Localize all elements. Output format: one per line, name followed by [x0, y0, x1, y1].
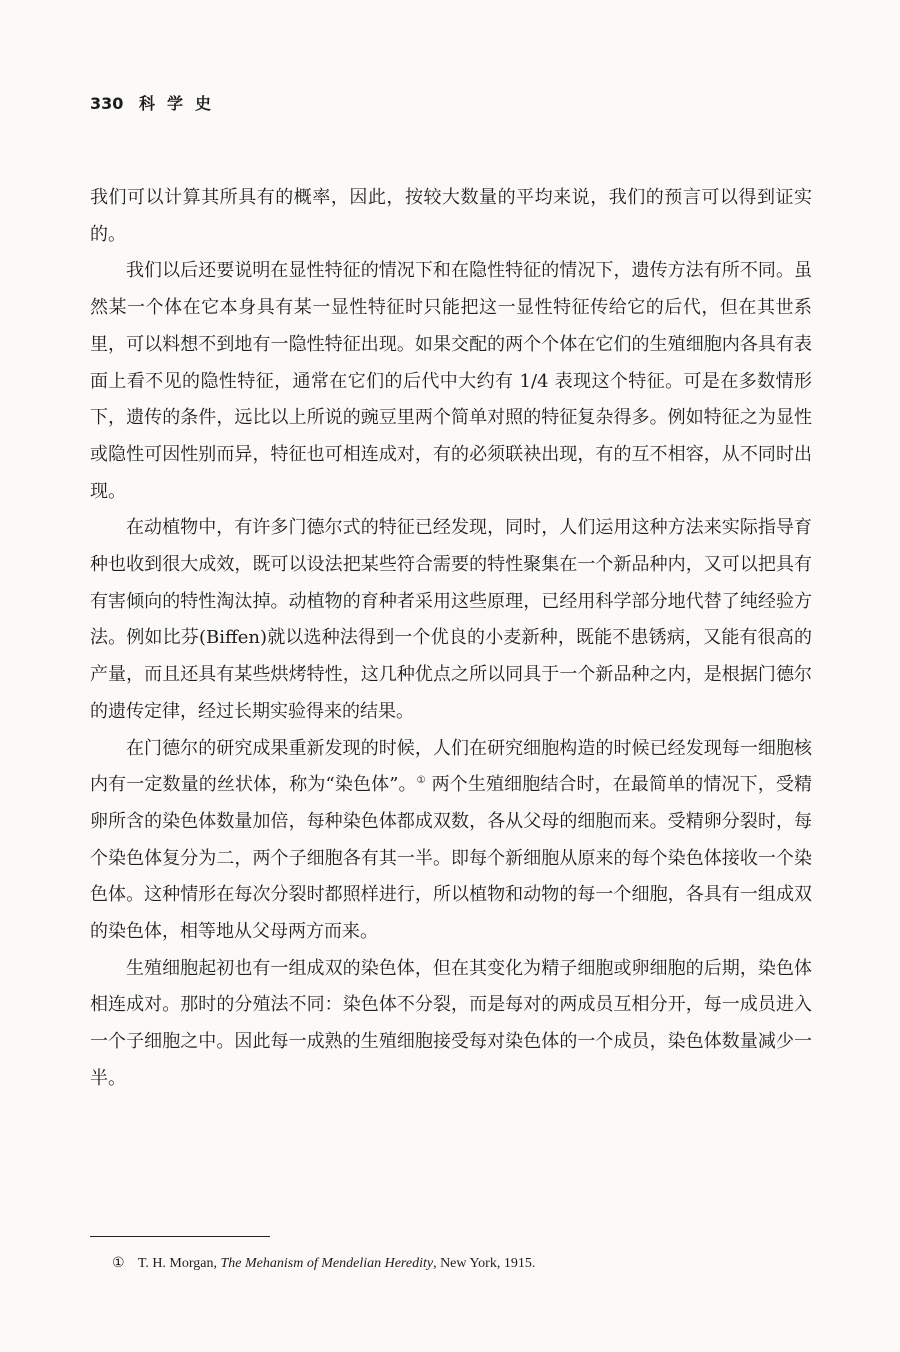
footnote: [112, 1254, 812, 1274]
footnote-author: T. H. Morgan,: [137, 1256, 218, 1271]
paragraph-2: 我们以后还要说明在显性特征的情况下和在隐性特征的情况下，遗传方法有所不同。虽然某一个体在它本身具有某一显性特征时只能把这一显性特征传给它的后代，但在其世系里，可以料想不到地有一隐性特征出现。如果交配的两个个体在它们的生殖细胞内各具有表面上看不见的隐性特征，通常在它们的后代中大约有 1/4 表现这个特征。可是在多数情形下，遗传的条件，远比以上所说的豌豆里两个简单对照的特征复杂得多。例如特征之为显性或隐性可因性别而异，特征也可相连成对，有的必须联袂出现，有的互不相容，从不同时出现。: [90, 260, 812, 502]
paragraph-4-text-before: 在门德尔的研究成果重新发现的时候，人们在研究细胞构造的时候已经发现每一细胞核内有一定数量的丝状体，称为“染色体”。: [90, 737, 812, 796]
page-number: 330: [90, 94, 124, 113]
running-title: 科学史: [138, 94, 223, 113]
running-header: [90, 91, 223, 114]
body-text: [90, 180, 812, 1098]
footnote-publication: , New York, 1915.: [433, 1256, 536, 1271]
paragraph-4: [90, 731, 812, 951]
paragraph-5: 生殖细胞起初也有一组成双的染色体，但在其变化为精子细胞或卵细胞的后期，染色体相连成对。那时的分殖法不同：染色体不分裂，而是每对的两成员互相分开，每一成员进入一个子细胞之中。因此每一成熟的生殖细胞接受每对染色体的一个成员，染色体数量减少一半。: [90, 957, 812, 1089]
footnote-book-title: The Mehanism of Mendelian Heredity: [220, 1256, 434, 1271]
paragraph-1: 我们可以计算其所具有的概率，因此，按较大数量的平均来说，我们的预言可以得到证实的。: [90, 187, 812, 245]
footnote-mark: ①: [112, 1256, 125, 1271]
paragraph-3: 在动植物中，有许多门德尔式的特征已经发现，同时，人们运用这种方法来实际指导育种也收到很大成效，既可以设法把某些符合需要的特性聚集在一个新品种内，又可以把具有有害倾向的特性淘汰掉。动植物的育种者采用这些原理，已经用科学部分地代替了纯经验方法。例如比芬(Biffen)就以选种法得到一个优良的小麦新种，既能不患锈病，又能有很高的产量，而且还具有某些烘烤特性，这几种优点之所以同具于一个新品种之内，是根据门德尔的遗传定律，经过长期实验得来的结果。: [90, 517, 812, 722]
footnote-reference: ①: [416, 775, 426, 787]
paragraph-4-text-after: 两个生殖细胞结合时，在最简单的情况下，受精卵所含的染色体数量加倍，每种染色体都成双数，各从父母的细胞而来。受精卵分裂时，每个染色体复分为二，两个子细胞各有其一半。即每个新细胞从原来的每个染色体接收一个染色体。这种情形在每次分裂时都照样进行，所以植物和动物的每一个细胞，各具有一组成双的染色体，相等地从父母两方而来。: [90, 774, 812, 943]
footnote-divider: [90, 1236, 270, 1237]
